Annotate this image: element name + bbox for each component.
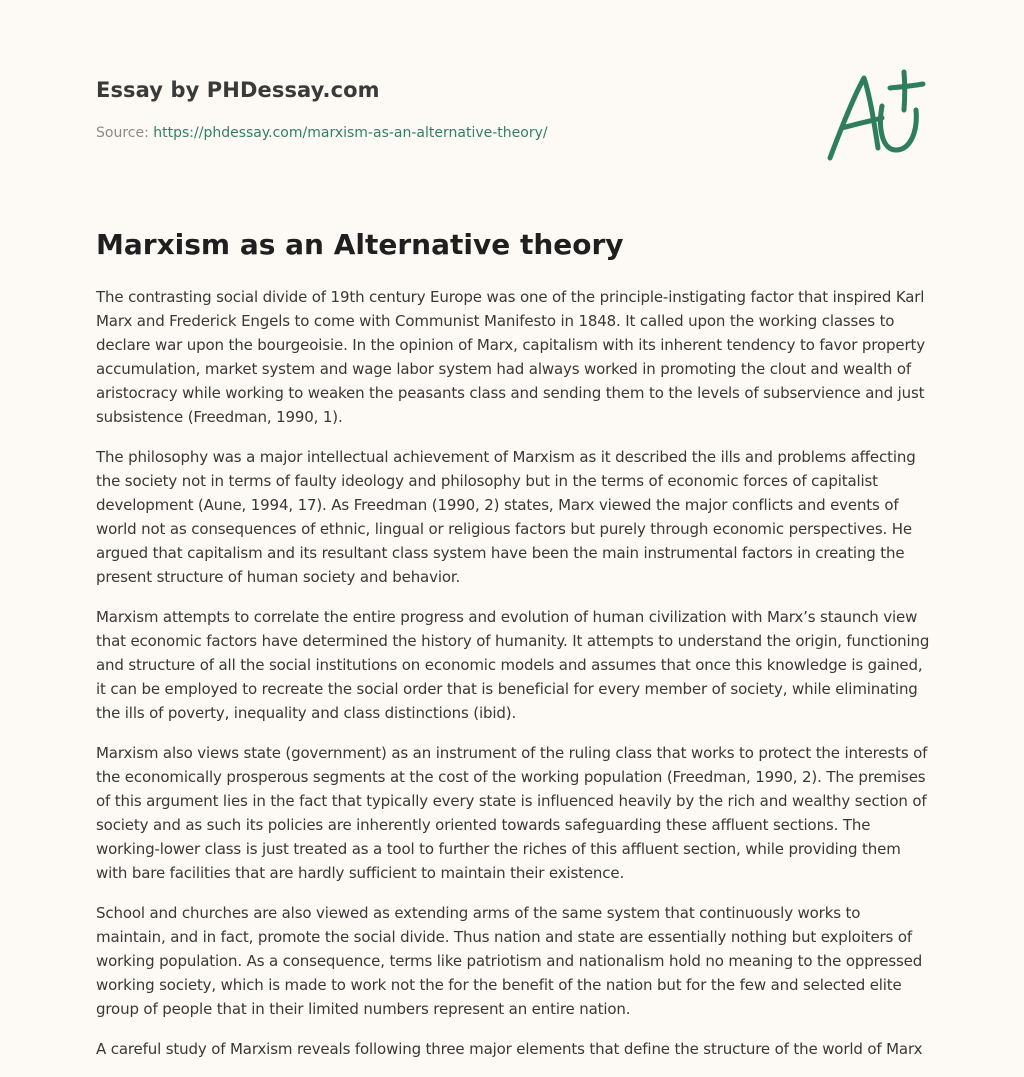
source-line bbox=[96, 123, 796, 143]
paragraph: Marxism attempts to correlate the entire progress and evolution of human civilization with Marx’s staunch view that economic factors have determined the history of humanity. It attempts to understand the origin, functioning and structure of all the social institutions on economic models and assumes that once this knowledge is gained, it can be employed to recreate the social order that is beneficial for every member of society, while eliminating the ills of poverty, inequality and class distinctions (ibid). bbox=[96, 608, 930, 722]
a-plus-grade-icon bbox=[820, 66, 930, 166]
paragraph: The philosophy was a major intellectual achievement of Marxism as it described the ills and problems affecting the society not in terms of faulty ideology and philosophy but in the terms of economic forces of capitalist development (Aune, 1994, 17). As Freedman (1990, 2) states, Marx viewed the major conflicts and events of world not as consequences of ethnic, lingual or religious factors but purely through economic perspectives. He argued that capitalism and its resultant class system have been the main instrumental factors in creating the present structure of human society and behavior. bbox=[96, 448, 916, 586]
source-link[interactable]: https://phdessay.com/marxism-as-an-alternative-theory/ bbox=[153, 125, 548, 141]
essay-body bbox=[96, 285, 932, 1077]
paragraph: A careful study of Marxism reveals following three major elements that define the structure of the world of Marx bbox=[96, 1040, 923, 1058]
essay-title: Marxism as an Alternative theory bbox=[96, 228, 624, 261]
site-brand: Essay by PHDessay.com bbox=[96, 78, 380, 102]
paragraph: Marxism also views state (government) as an instrument of the ruling class that works to protect the interests of the economically prosperous segments at the cost of the working population (Freedman, 1990, 2). The premises of this argument lies in the fact that typically every state is influenced heavily by the rich and wealthy section of society and as such its policies are inherently oriented towards safeguarding these affluent sections. The working-lower class is just treated as a tool to further the riches of this affluent section, while providing them with bare facilities that are hardly sufficient to maintain their existence. bbox=[96, 744, 928, 882]
paragraph: The contrasting social divide of 19th century Europe was one of the principle-instigating factor that inspired Karl Marx and Frederick Engels to come with Communist Manifesto in 1848. It called upon the working classes to declare war upon the bourgeoisie. In the opinion of Marx, capitalism with its inherent tendency to favor property accumulation, market system and wage labor system had always worked in promoting the clout and wealth of aristocracy while working to weaken the peasants class and sending them to the levels of subservience and just subsistence (Freedman, 1990, 1). bbox=[96, 288, 925, 426]
paragraph: School and churches are also viewed as extending arms of the same system that continuously works to maintain, and in fact, promote the social divide. Thus nation and state are essentially nothing but exploiters of working population. As a consequence, terms like patriotism and nationalism hold no meaning to the oppressed working society, which is made to work not the for the benefit of the nation but for the few and selected elite group of people that in their limited numbers represent an entire nation. bbox=[96, 904, 923, 1018]
page-header bbox=[96, 76, 796, 143]
source-label: Source: bbox=[96, 125, 154, 141]
